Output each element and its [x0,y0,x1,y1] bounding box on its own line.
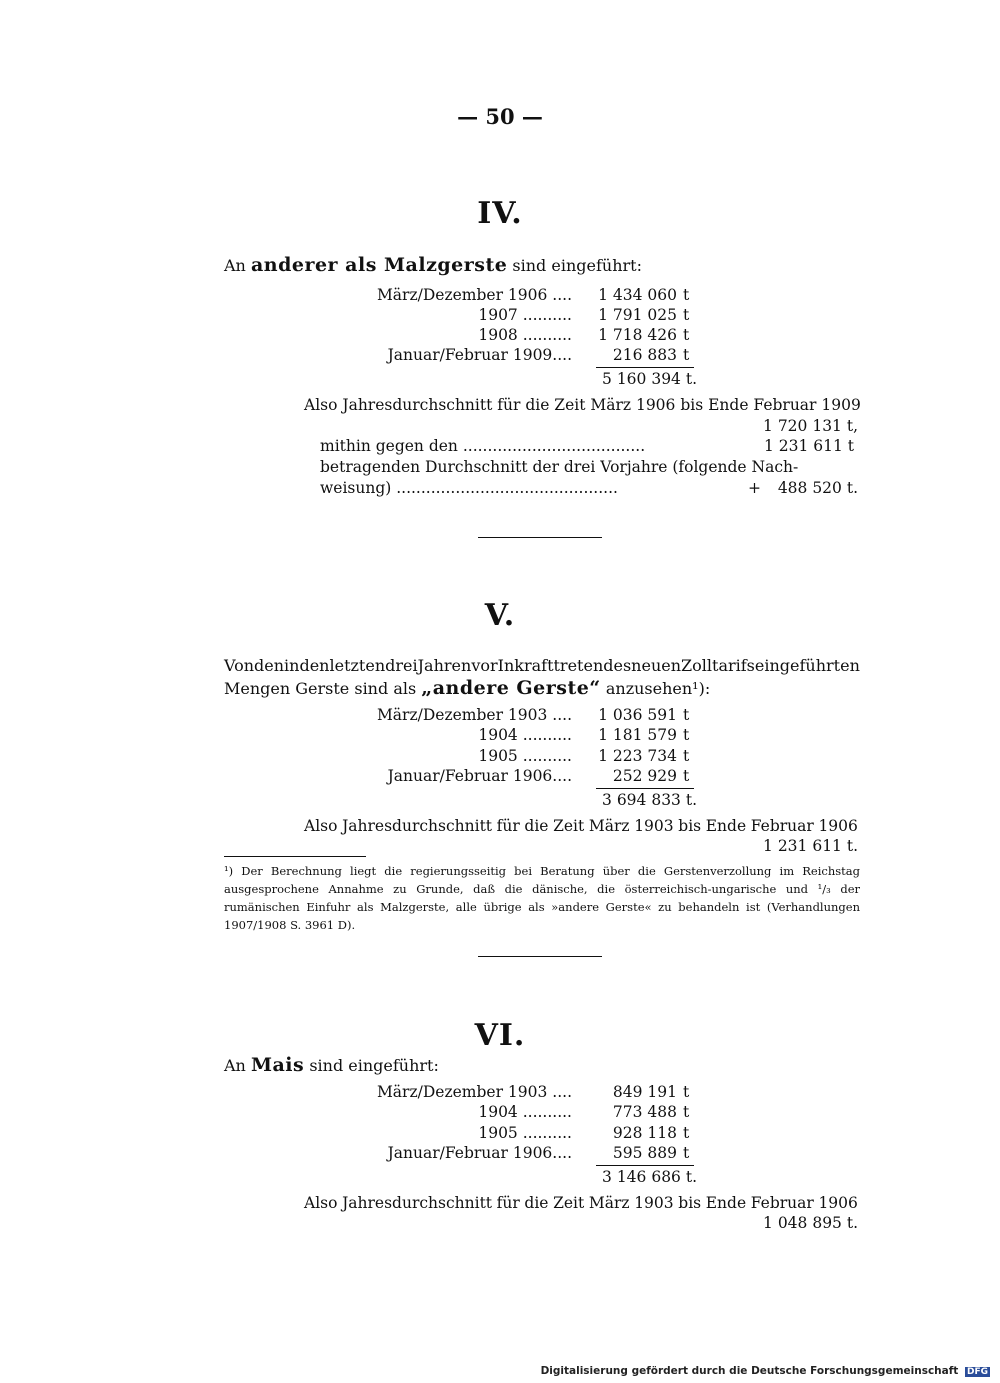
total-value: 3 146 686 t. [602,1168,697,1186]
row-unit: t [683,326,690,344]
intro-post: anzusehen¹): [605,679,711,698]
section-v-intro-line-2 [224,677,710,699]
row-label: 1908 .......... [478,326,572,344]
betragend-line-2: weisung) ............................................. [320,479,618,497]
row-value: 1 223 734 [598,747,677,765]
average-value: 1 231 611 t. [763,837,858,855]
row-label: Januar/Februar 1906.... [387,767,572,785]
row-unit: t [683,306,690,324]
section-divider [478,537,602,538]
row-unit: t [683,346,690,364]
sum-rule [596,788,694,789]
row-unit: t [683,706,690,724]
sum-rule [596,367,694,368]
row-label: 1904 .......... [478,1103,572,1121]
row-label: 1907 .......... [478,306,572,324]
row-value: 1 036 591 [598,706,677,724]
row-label: 1905 .......... [478,747,572,765]
row-label: März/Dezember 1903 .... [376,1083,572,1101]
row-label: 1904 .......... [478,726,572,744]
row-unit: t [683,1124,690,1142]
digitization-credit [541,1365,990,1377]
section-iv-intro [224,254,642,276]
row-value: 1 791 025 [598,306,677,324]
total-value: 5 160 394 t. [602,370,697,388]
average-text: Also Jahresdurchschnitt für die Zeit März 1906 bis Ende Februar 1909 [304,396,861,414]
average-text: Also Jahresdurchschnitt für die Zeit März 1903 bis Ende Februar 1906 [304,1194,858,1212]
intro-post: sind eingeführt: [512,256,642,275]
difference-value: 488 520 t. [777,479,858,497]
average-text: Also Jahresdurchschnitt für die Zeit März 1903 bis Ende Februar 1906 [304,817,858,835]
row-unit: t [683,286,690,304]
section-heading-iv: IV. [477,196,523,231]
credit-text: Digitalisierung gefördert durch die Deutsche Forschungsgemeinschaft [540,1365,959,1377]
footnote-rule [224,856,366,857]
difference-sign: + [748,479,761,497]
row-label: Januar/Februar 1909.... [387,346,572,364]
intro-pre: Mengen Gerste sind als [224,679,417,698]
section-vi-intro [224,1054,439,1076]
row-value: 773 488 [612,1103,677,1121]
mithin-label: mithin gegen den ..................................... [320,437,646,455]
total-value: 3 694 833 t. [602,791,697,809]
row-label: März/Dezember 1903 .... [376,706,572,724]
row-value: 1 434 060 [598,286,677,304]
section-divider [478,956,602,957]
row-unit: t [683,1103,690,1121]
intro-post: sind eingeführt: [309,1056,439,1075]
mithin-value: 1 231 611 t [763,437,854,455]
row-unit: t [683,747,690,765]
row-value: 849 191 [612,1083,677,1101]
row-unit: t [683,1083,690,1101]
footnote: ¹) Der Berechnung liegt die regierungsseitig bei Beratung über die Gerstenverzollung im Reichstag ausgesprochene Annahme zu Grunde, daß die dänische, die österreichisch-ungarische und ¹/₃ der rumänischen Einfuhr als Malzgerste, alle übrige als »andere Gerste« zu behandeln ist (Verhandlungen 1907/1908 S. 3961 D). [224,864,860,932]
average-value: 1 720 131 t, [763,417,858,435]
betragend-line-1: betragenden Durchschnitt der drei Vorjahre (folgende Nach- [320,458,799,476]
sum-rule [596,1165,694,1166]
page-number: — 50 — [457,104,543,129]
row-value: 252 929 [612,767,677,785]
row-unit: t [683,1144,690,1162]
row-value: 928 118 [612,1124,677,1142]
section-heading-v: V. [484,598,516,633]
row-value: 595 889 [612,1144,677,1162]
intro-bold: anderer als Malzgerste [250,254,508,276]
row-label: 1905 .......... [478,1124,572,1142]
row-label: März/Dezember 1906 .... [376,286,572,304]
section-heading-vi: VI. [474,1018,526,1053]
row-unit: t [683,726,690,744]
row-value: 216 883 [612,346,677,364]
intro-bold: „andere Gerste“ [421,677,601,699]
average-value: 1 048 895 t. [763,1214,858,1232]
row-value: 1 718 426 [598,326,677,344]
row-label: Januar/Februar 1906.... [387,1144,572,1162]
row-value: 1 181 579 [598,726,677,744]
row-unit: t [683,767,690,785]
intro-bold: Mais [250,1054,305,1076]
intro-pre: An [224,256,246,275]
section-v-intro-line-1: Von den in den letzten drei Jahren vor Inkrafttreten des neuen Zolltarifs eingeführten [224,656,860,675]
dfg-logo: DFG [966,1367,988,1377]
intro-pre: An [224,1056,246,1075]
